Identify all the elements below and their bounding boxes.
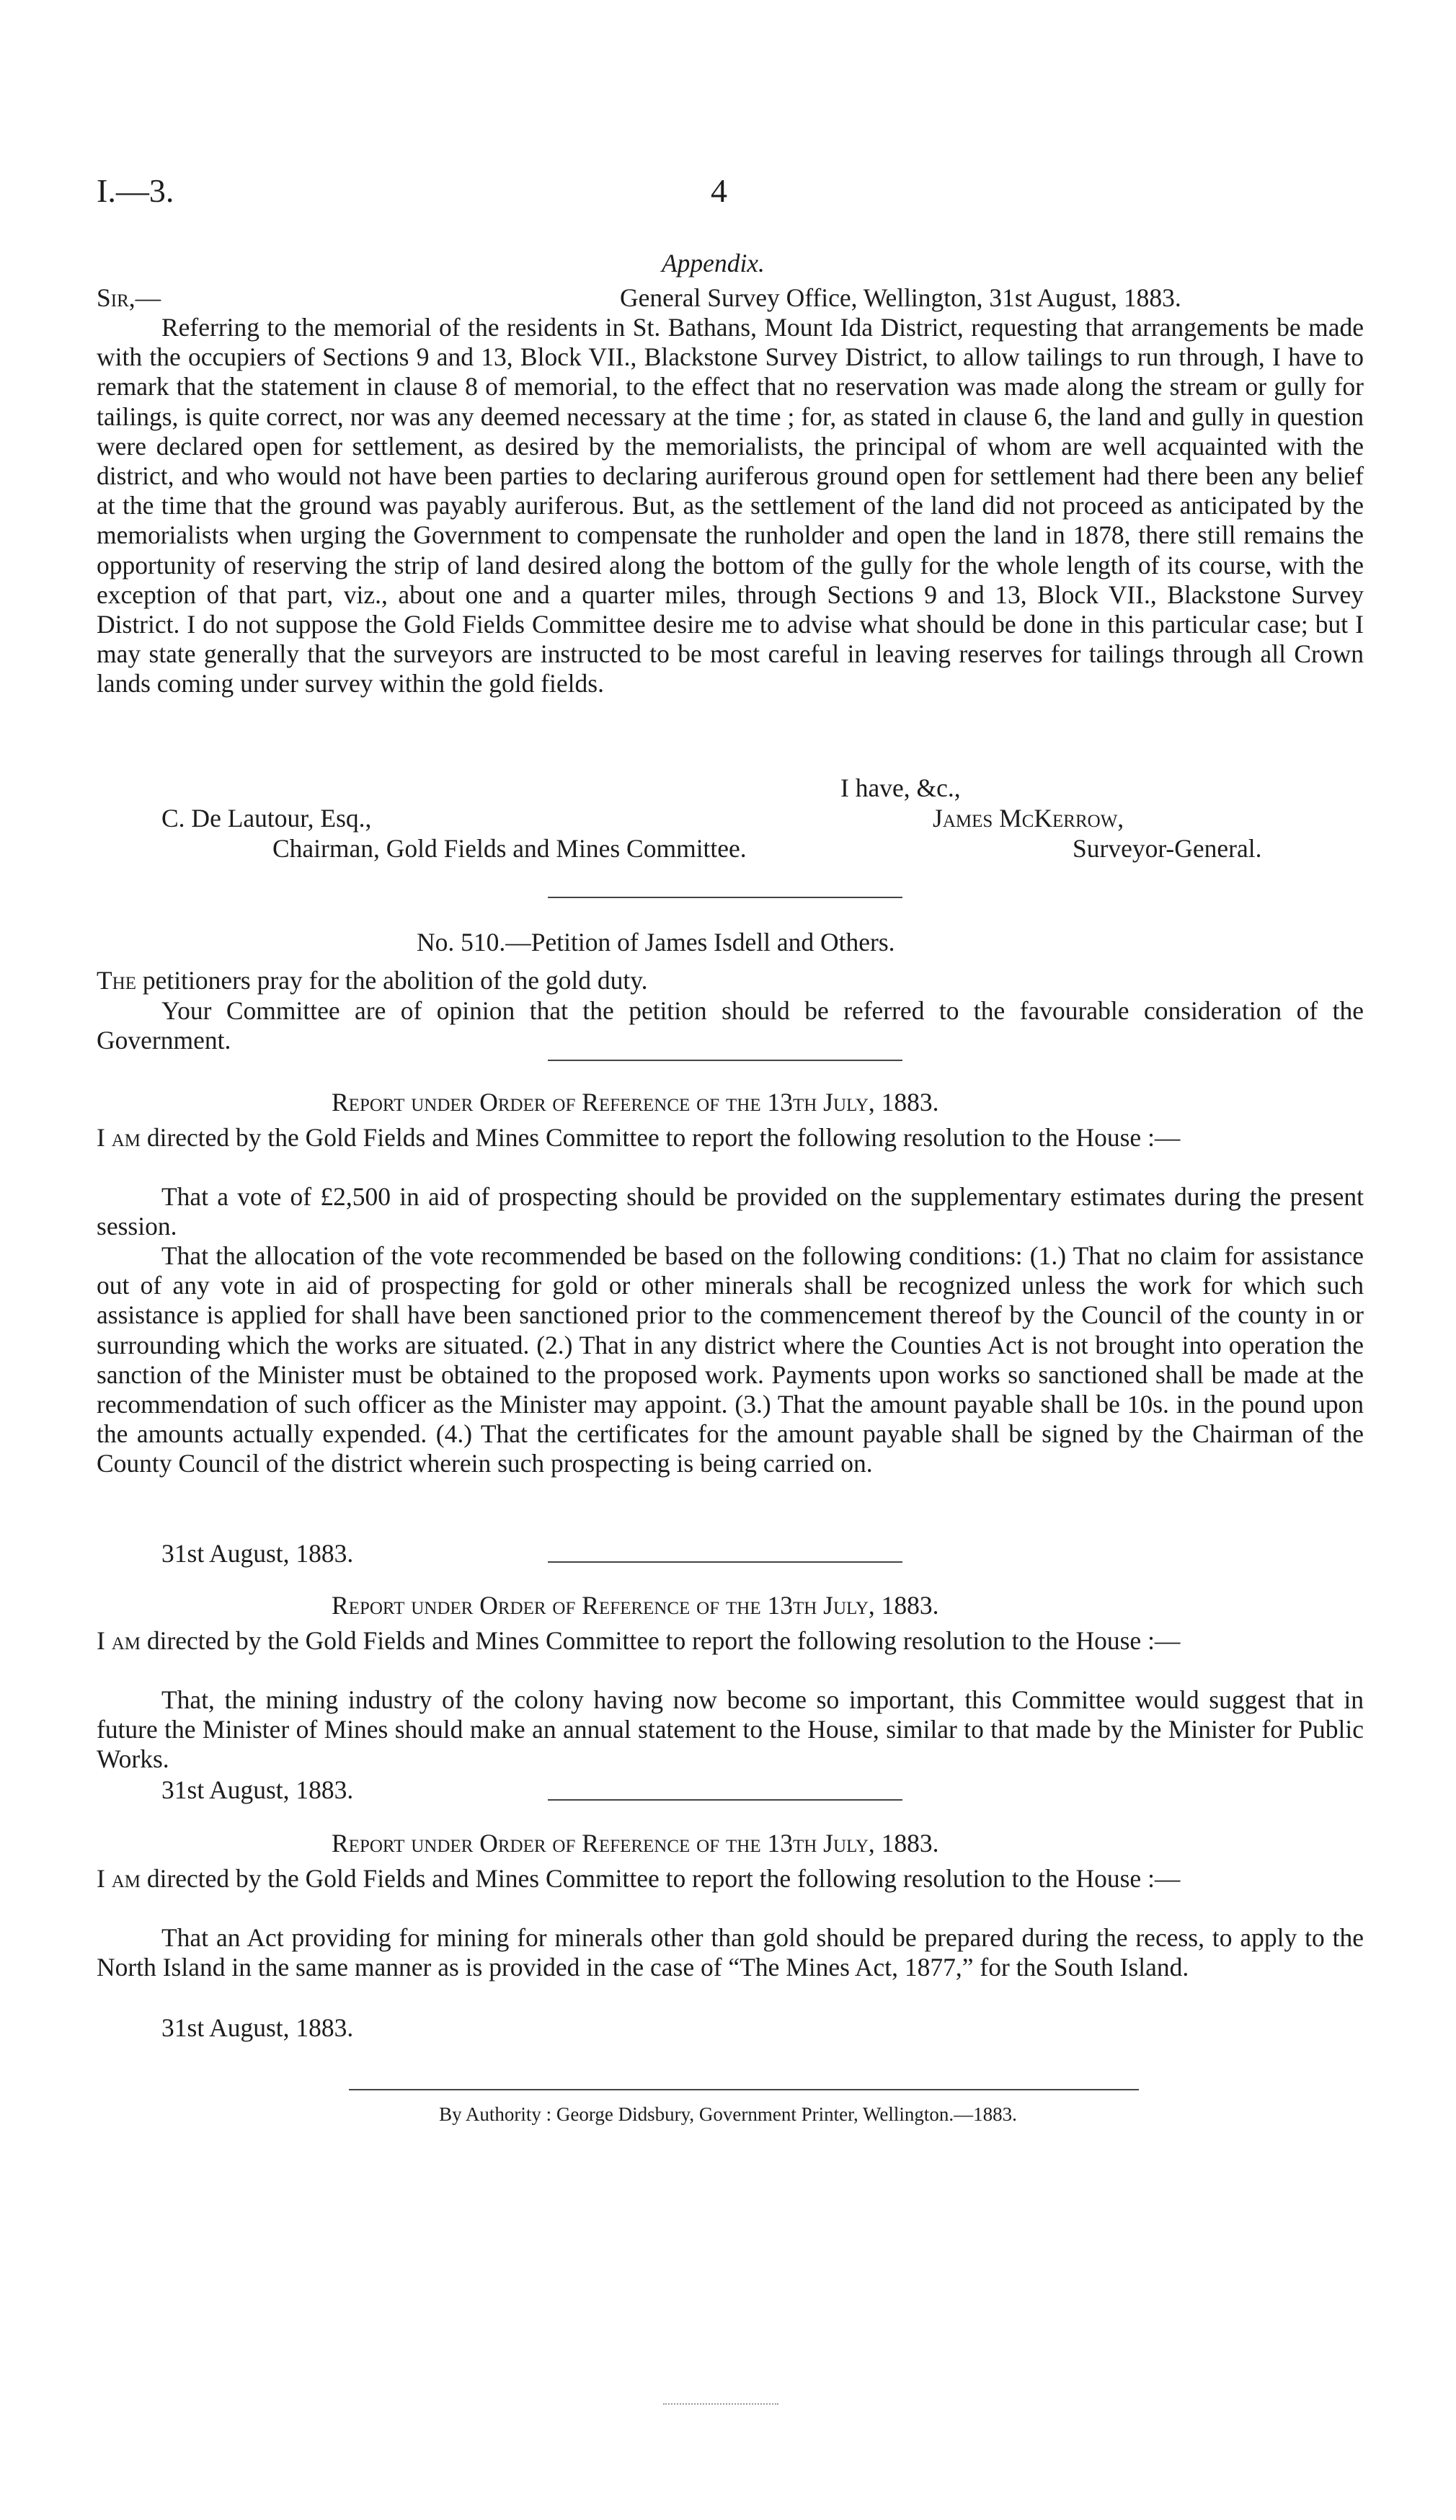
report-3-para-1: That an Act providing for mining for minerals other than gold should be prepared during the recess, to apply to the North Island in the same manner as is provided in the case of “The Mines Act, 1877,” for the South Island. xyxy=(97,1923,1364,1982)
divider xyxy=(548,1561,902,1563)
report-2-intro-lead: I am xyxy=(97,1626,141,1655)
report-2-para-1: That, the mining industry of the colony having now become so important, this Committee would suggest that in future the Minister of Mines should make an annual statement to the House, similar to that made by the Minister for Public Works. xyxy=(97,1685,1364,1774)
report-3-date: 31st August, 1883. xyxy=(161,2013,354,2042)
petition-heading-text: No. 510.—Petition of James Isdell and Others. xyxy=(417,928,895,957)
report-3-intro-lead: I am xyxy=(97,1864,141,1893)
appendix-body: Referring to the memorial of the residents in St. Bathans, Mount Ida District, requesting that arrangements be made with the occupiers of Sections 9 and 13, Block VII., Blackstone Survey District, to allow tailings to run through, I have to remark that the statement in clause 8 of memorial, to the effect that no reservation was made along the stream or gully for tailings, is quite correct, nor was any deemed necessary at the time ; for, as stated in clause 6, the land and gully in question were declared open for settlement, as desired by the memorialists, the principal of whom are well acquainted with the district, and who would not have been parties to declaring auriferous ground open for settlement had there been any belief at the time that the ground was payably auriferous. But, as the settlement of the land did not proceed as anticipated by the memorialists when urging the Government to compensate the runholder and open the land in 1878, there still remains the opportunity of reserving the strip of land desired along the bottom of the gully for the whole length of its course, with the exception of that part, viz., about one and a quarter miles, through Sections 9 and 13, Block VII., Blackstone Survey District. I do not suppose the Gold Fields Committee desire me to advise what should be done in this particular case; but I may state generally that the surveyors are instructed to be most careful in leaving reserves for tailings through all Crown lands coming under survey within the gold fields. xyxy=(97,313,1364,698)
dotted-mark xyxy=(663,2403,778,2405)
report-1-intro-lead: I am xyxy=(97,1123,141,1152)
petition-heading xyxy=(417,927,895,957)
footer-rule xyxy=(349,2089,1139,2090)
petition-para-1-text: petitioners pray for the abolition of the gold duty. xyxy=(136,966,648,995)
closing: I have, &c., xyxy=(840,773,961,802)
petition-lead: The xyxy=(97,966,137,995)
divider xyxy=(548,1060,902,1061)
report-2-intro-text: directed by the Gold Fields and Mines Committee to report the following resolution to the House :— xyxy=(140,1626,1181,1655)
signatory-title: Surveyor-General. xyxy=(1073,834,1262,863)
report-2-intro xyxy=(97,1626,1364,1656)
divider xyxy=(548,897,902,898)
addressee: C. De Lautour, Esq., xyxy=(161,804,372,833)
report-1-date: 31st August, 1883. xyxy=(161,1539,354,1568)
report-1-para-1: That a vote of £2,500 in aid of prospecting should be provided on the supplementary estimates during the present session. xyxy=(97,1182,1364,1241)
report-2-heading: Report under Order of Reference of the 13th July, 1883. xyxy=(332,1591,939,1620)
report-2-date: 31st August, 1883. xyxy=(161,1775,354,1804)
page-number: 4 xyxy=(711,172,727,209)
salutation: Sir,— xyxy=(97,283,161,312)
petition-para-2: Your Committee are of opinion that the petition should be referred to the favourable consideration of the Government. xyxy=(97,996,1364,1055)
report-1-para-2: That the allocation of the vote recommended be based on the following conditions: (1.) That no claim for assistance out of any vote in aid of prospecting for gold or other minerals shall be recognized unless the work for which such assistance is applied for shall have been sanctioned prior to the commencement thereof by the Council of the county in or surrounding which the works are situated. (2.) That in any district where the Counties Act is not brought into operation the sanction of the Minister must be obtained to the proposed work. Payments upon works so sanctioned shall be made at the recommendation of such officer as the Minister may appoint. (3.) That the amount payable shall be 10s. in the pound upon the amounts actually expended. (4.) That the certificates for the amount payable shall be signed by the Chairman of the County Council of the district wherein such prospecting is being carried on. xyxy=(97,1241,1364,1478)
addressee-title: Chairman, Gold Fields and Mines Committee. xyxy=(272,834,747,863)
divider xyxy=(548,1799,902,1801)
printer-imprint: By Authority : George Didsbury, Government Printer, Wellington.—1883. xyxy=(439,2103,1017,2125)
appendix-heading: Appendix. xyxy=(662,249,765,278)
petition-para-1 xyxy=(97,966,1364,995)
report-1-heading: Report under Order of Reference of the 13th July, 1883. xyxy=(332,1088,939,1117)
report-3-intro-text: directed by the Gold Fields and Mines Committee to report the following resolution to the House :— xyxy=(140,1864,1181,1893)
report-3-intro xyxy=(97,1864,1364,1894)
paper-reference: I.—3. xyxy=(97,172,174,209)
dateline: General Survey Office, Wellington, 31st August, 1883. xyxy=(620,283,1181,312)
report-1-intro xyxy=(97,1123,1364,1153)
signatory: James McKerrow, xyxy=(933,804,1124,833)
report-3-heading: Report under Order of Reference of the 13th July, 1883. xyxy=(332,1829,939,1858)
report-1-intro-text: directed by the Gold Fields and Mines Committee to report the following resolution to the House :— xyxy=(140,1123,1181,1152)
